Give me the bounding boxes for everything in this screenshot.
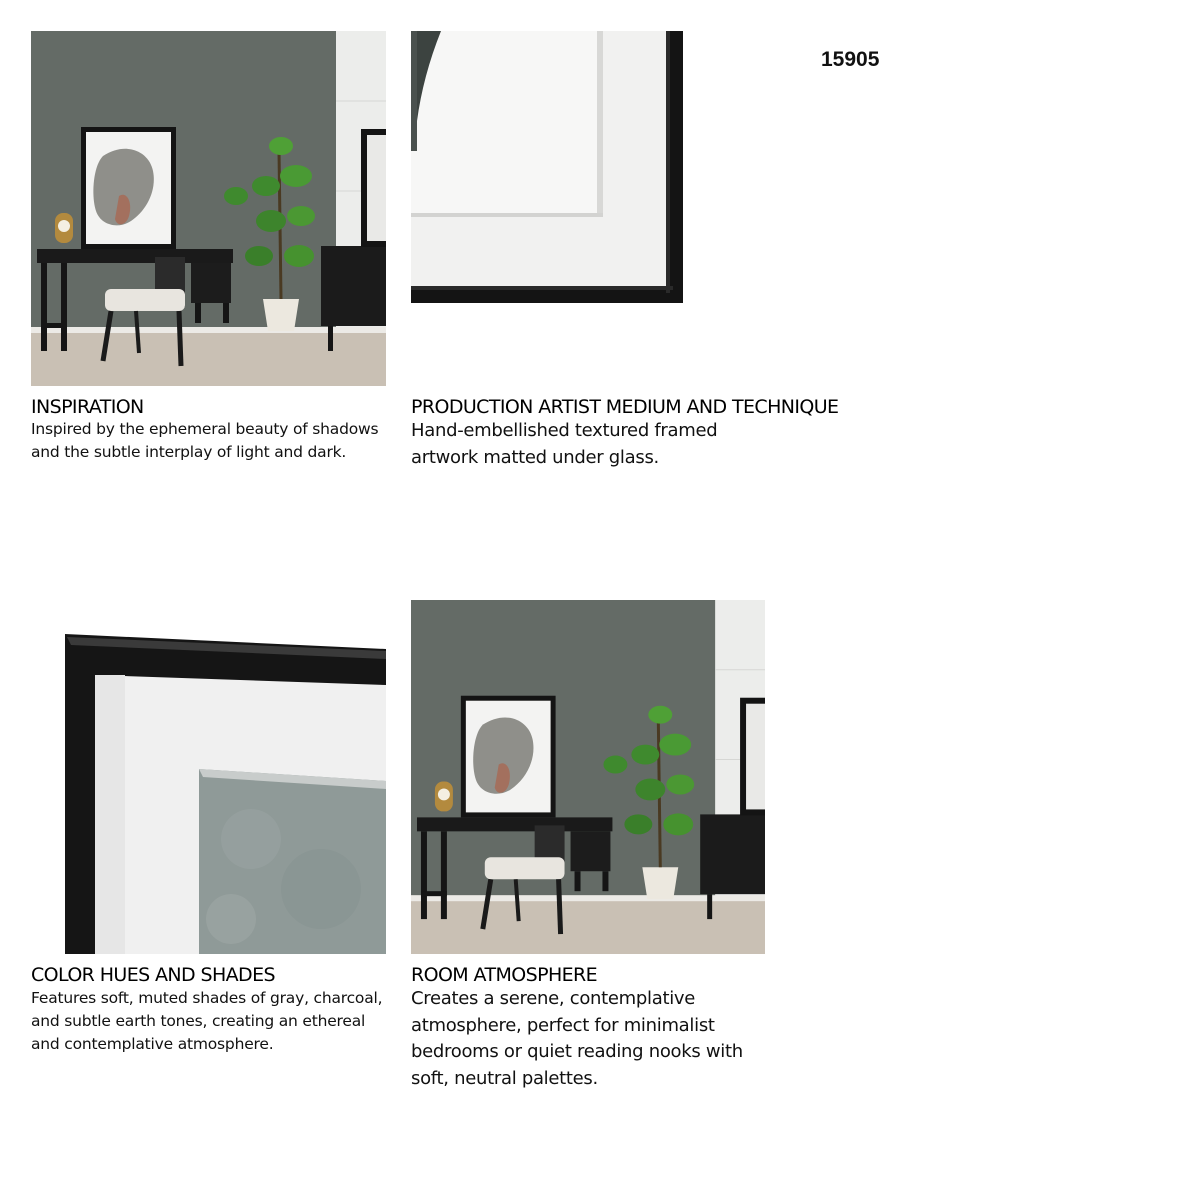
room-description xyxy=(411,986,791,1092)
production-heading: PRODUCTION ARTIST MEDIUM AND TECHNIQUE xyxy=(411,396,839,418)
text-line: artwork matted under glass. xyxy=(411,446,659,468)
room-scene-photo-2 xyxy=(411,600,765,954)
text-line: and the subtle interplay of light and dark. xyxy=(31,443,347,461)
room-heading: ROOM ATMOSPHERE xyxy=(411,964,598,986)
text-line: Features soft, muted shades of gray, charcoal, xyxy=(31,989,383,1007)
color-heading: COLOR HUES AND SHADES xyxy=(31,964,275,986)
text-line: bedrooms or quiet reading nooks with xyxy=(411,1041,743,1062)
inspiration-description xyxy=(31,418,391,464)
text-line: atmosphere, perfect for minimalist xyxy=(411,1014,715,1036)
room-scene-photo-1 xyxy=(31,31,386,386)
inspiration-heading: INSPIRATION xyxy=(31,396,144,418)
text-line: and contemplative atmosphere. xyxy=(31,1035,274,1053)
text-line: soft, neutral palettes. xyxy=(411,1067,598,1089)
product-sku: 15905 xyxy=(821,48,880,71)
text-line: Hand-embellished textured framed xyxy=(411,420,718,441)
text-line: and subtle earth tones, creating an ethereal xyxy=(31,1012,366,1030)
color-description xyxy=(31,987,391,1056)
text-line: Inspired by the ephemeral beauty of shadows xyxy=(31,420,379,438)
texture-closeup-photo xyxy=(31,599,386,954)
frame-corner-closeup xyxy=(411,31,683,303)
text-line: Creates a serene, contemplative xyxy=(411,988,696,1009)
production-description xyxy=(411,418,771,471)
